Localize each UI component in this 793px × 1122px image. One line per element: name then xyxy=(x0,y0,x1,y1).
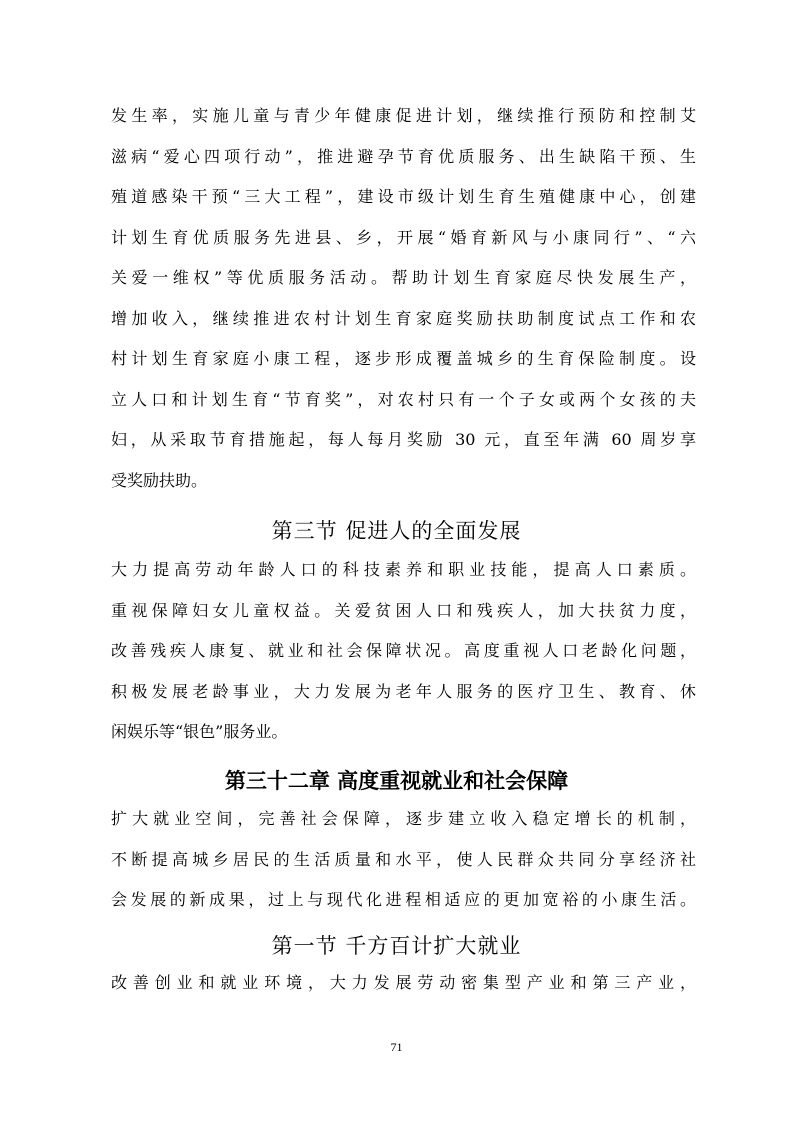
paragraph-human-development xyxy=(111,557,696,760)
text-line: 关爱一维权”等优质服务活动。帮助计划生育家庭尽快发展生产， xyxy=(111,268,696,287)
paragraph-expand-employment xyxy=(111,970,696,1011)
text-line: 扩大就业空间，完善社会保障，逐步建立收入稳定增长的机制， xyxy=(111,809,696,828)
text-line: 增加收入，继续推进农村计划生育家庭奖励扶助制度试点工作和农 xyxy=(111,308,696,328)
section-heading-1: 第一节 千方百计扩大就业 xyxy=(271,934,522,958)
text-line: 改善创业和就业环境，大力发展劳动密集型产业和第三产业， xyxy=(111,973,696,992)
text-line: 大力提高劳动年龄人口的科技素养和职业技能，提高人口素质。 xyxy=(111,560,696,579)
text-line: 会发展的新成果，过上与现代化进程相适应的更加宽裕的小康生活。 xyxy=(111,890,696,909)
text-line: 滋病“爱心四项行动”，推进避孕节育优质服务、出生缺陷干预、生 xyxy=(111,146,696,166)
text-line: 改善残疾人康复、就业和社会保障状况。高度重视人口老龄化问题， xyxy=(111,641,696,660)
text-line: 受奖励扶助。 xyxy=(111,470,208,490)
text-line: 村计划生育家庭小康工程，逐步形成覆盖城乡的生育保险制度。设 xyxy=(111,349,696,368)
text-line: 不断提高城乡居民的生活质量和水平，使人民群众共同分享经济社 xyxy=(111,849,696,869)
text-line: 发生率，实施儿童与青少年健康促进计划，继续推行预防和控制艾 xyxy=(111,106,696,125)
text-line: 妇，从采取节育措施起，每人每月奖励 30 元，直至年满 60 周岁享 xyxy=(111,430,696,449)
text-line: 殖道感染干预“三大工程”，建设市级计划生育生殖健康中心，创建 xyxy=(111,187,696,206)
chapter-heading-32: 第三十二章 高度重视就业和社会保障 xyxy=(224,769,569,793)
section-heading-3: 第三节 促进人的全面发展 xyxy=(271,519,522,543)
text-line: 计划生育优质服务先进县、乡，开展“婚育新风与小康同行”、“六 xyxy=(111,227,696,247)
text-line: 重视保障妇女儿童权益。关爱贫困人口和残疾人，加大扶贫力度， xyxy=(111,600,696,620)
text-line: 立人口和计划生育“节育奖”，对农村只有一个子女或两个女孩的夫 xyxy=(111,389,696,409)
text-line: 闲娱乐等“银色”服务业。 xyxy=(111,722,288,741)
page-number: 71 xyxy=(390,1040,403,1054)
text-line: 积极发展老龄事业，大力发展为老年人服务的医疗卫生、教育、休 xyxy=(111,681,696,701)
paragraph-health-services xyxy=(111,103,696,508)
paragraph-employment-intro xyxy=(111,806,696,928)
